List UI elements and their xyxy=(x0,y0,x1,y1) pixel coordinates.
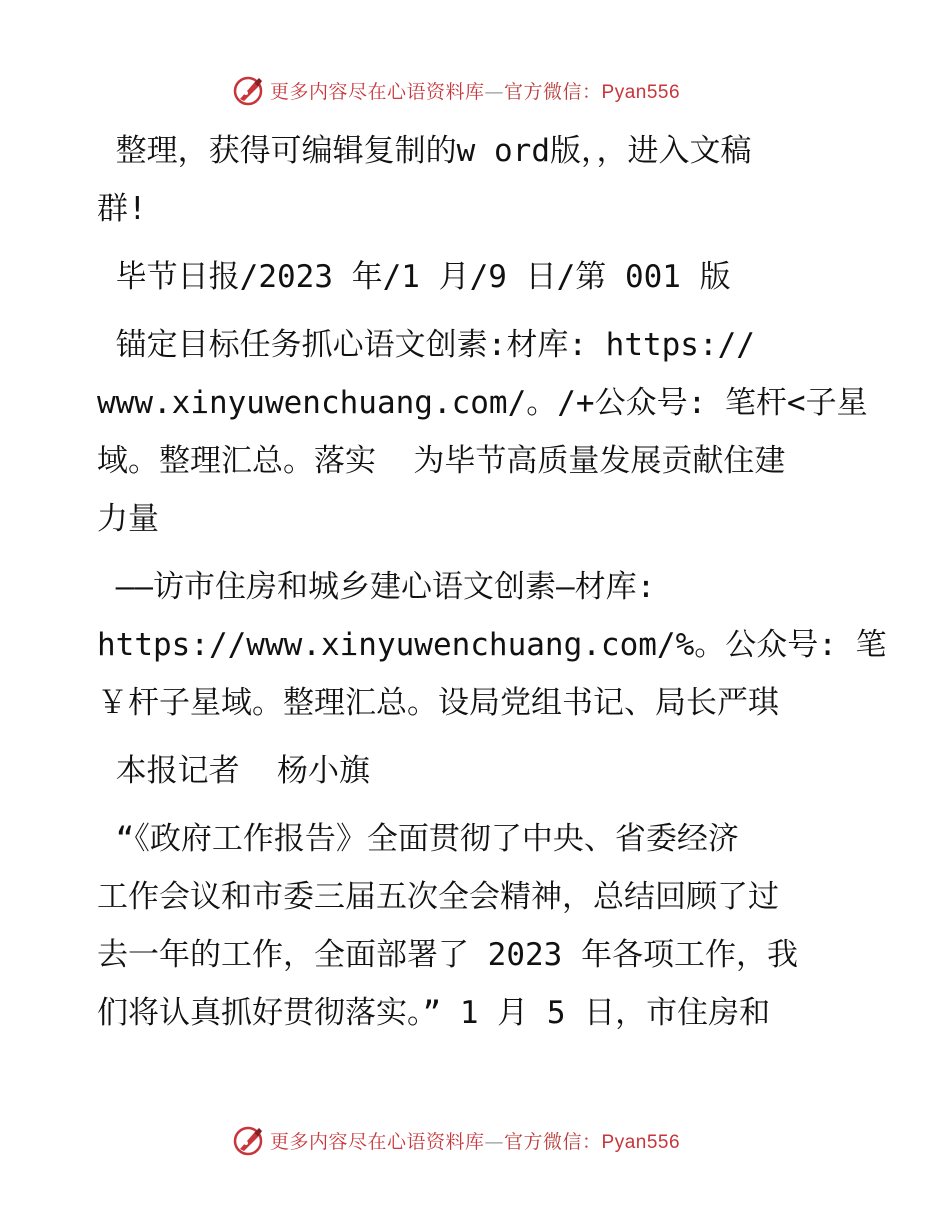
headline-line-2: www.xinyuwenchuang.com/。/+公众号: 笔杆<子星 xyxy=(97,385,868,421)
header-wechat-label: 官方微信： xyxy=(504,80,602,103)
intro-line-1: 整理，获得可编辑复制的w ord版，，进入文稿 xyxy=(97,133,752,169)
dateline: 毕节日报/2023 年/1 月/9 日/第 001 版 xyxy=(97,259,731,295)
footer-wechat-id: Pyan556 xyxy=(601,1131,681,1153)
header-slogan: 更多内容尽在心语资料库 xyxy=(270,80,485,103)
subtitle-line-2: https://www.xinyuwenchuang.com/%。公众号: 笔 xyxy=(97,627,887,663)
header-dash: — xyxy=(484,80,505,103)
paragraph-line-2: 工作会议和市委三届五次全会精神，总结回顾了过 xyxy=(97,879,779,915)
headline-line-1: 锚定目标任务抓心语文创素:材库: https:// xyxy=(97,327,755,363)
intro-line-2: 群! xyxy=(97,191,147,227)
pen-logo-icon xyxy=(232,73,266,107)
footer-slogan: 更多内容尽在心语资料库 xyxy=(270,1130,485,1153)
subtitle-line-1: ——访市住房和城乡建心语文创素—材库: xyxy=(97,569,656,605)
paragraph-line-3: 去一年的工作，全面部署了 2023 年各项工作，我 xyxy=(97,937,798,973)
headline-line-4: 力量 xyxy=(97,501,159,537)
footer-wechat-label: 官方微信： xyxy=(504,1130,602,1153)
paragraph-line-4: 们将认真抓好贯彻落实。” 1 月 5 日，市住房和 xyxy=(97,995,771,1031)
footer-dash: — xyxy=(484,1130,505,1153)
paragraph-line-1: “《政府工作报告》全面贯彻了中央、省委经济 xyxy=(97,821,739,857)
pen-logo-icon xyxy=(232,1123,266,1157)
header-wechat-id: Pyan556 xyxy=(601,81,681,103)
footer-watermark-banner xyxy=(232,1120,712,1160)
document-body xyxy=(97,122,887,1042)
byline: 本报记者 杨小旗 xyxy=(97,753,370,789)
subtitle-line-3: ￥杆子星域。整理汇总。设局党组书记、局长严琪 xyxy=(97,685,779,721)
headline-line-3: 域。整理汇总。落实 为毕节高质量发展贡献住建 xyxy=(97,443,786,479)
header-watermark-banner xyxy=(232,70,712,110)
